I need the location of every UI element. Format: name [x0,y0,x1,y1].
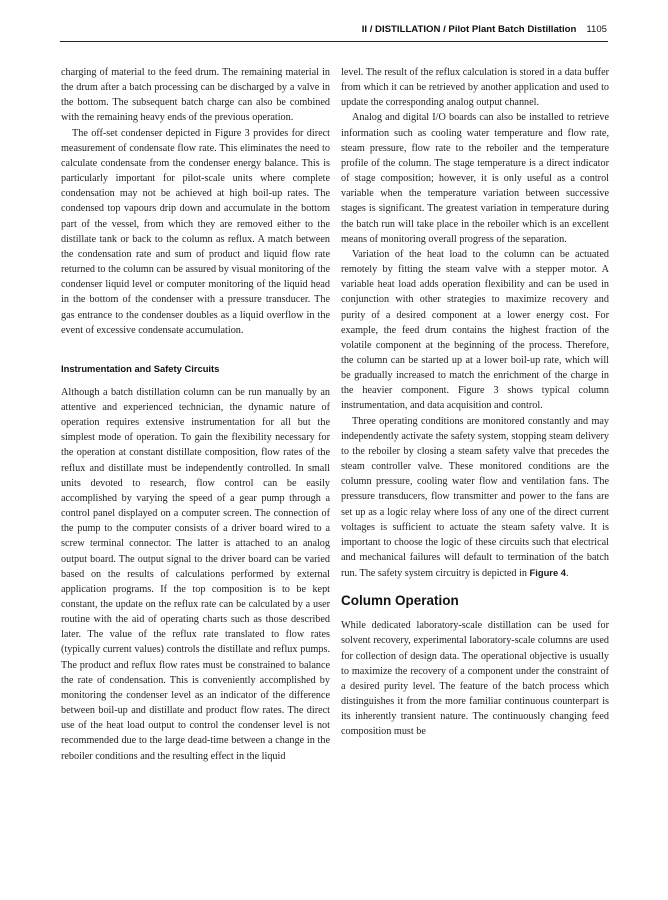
paragraph: Variation of the heat load to the column can be actuated remotely by fitting the steam valve with a stepper motor. A variable heat load adds operation flexibility and can be used in conjunction with other strategies to maximize recovery and purity of a desired component at a lower energy cost. For example, the feed drum contains the highest fraction of the volatile component at the beginning of the process. Therefore, the column can be started up at a lower boil-up rate, which will be gradually increased to match the enrichment of the charge in the heavier component. Figure 3 shows typical column instrumentation, and data acquisition and control. [341,248,609,412]
paragraph: While dedicated laboratory-scale distillation can be used for solvent recovery, experimental laboratory-scale columns are used for collection of design data. The operational objective is usually to maximize the recovery of a component under the constraint of a desired purity level. The feature of the batch process which distinguishes it from the more familiar continuous counterpart is its inherently transient nature. The continuously changing feed composition must be [341,620,609,738]
paragraph: The off-set condenser depicted in Figure 3 provides for direct measurement of condensate flow rate. This eliminates the need to calculate condensate from the condenser energy balance. This is particularly important for pilot-scale units where complete condensation may not be achieved at high boil-up rates. The condensed top vapours drip down and accumulate in the bottom part of the vessel, from which they are removed either to the distillate tank or back to the column as reflux. A match between the condensation rate and sum of product and liquid flow rate returned to the column can be assured by visual monitoring of the condenser liquid level or computer monitoring of the liquid head in the bottom of the condenser with a pressure transducer. The gas entrance to the condenser doubles as a liquid overflow in the event of excessive condensate accumulation. [61,127,330,336]
section-heading-instrumentation: Instrumentation and Safety Circuits [61,362,220,374]
paragraph: charging of material to the feed drum. The remaining material in the drum after a batch processing can be discharged by a valve in the bottom. The subsequent batch charge can also be combined with the remaining heavy ends of the previous operation. [61,67,330,124]
paragraph: Analog and digital I/O boards can also be installed to retrieve information such as cooling water temperature and flow rate, steam pressure, flow rate to the reboiler and the temperature profile of the column. The stage temperature is a direct indicator of stage composition; however, it is only useful as a control variable when the temperature variation between successive stages is significant. The greatest variation in temperature during the batch run will take place in the reboiler which is an excellent means of monitoring overall progress of the separation. [341,112,609,245]
section-heading-column-operation: Column Operation [341,593,459,609]
paragraph-end: . [565,568,569,580]
page-number: 1105 [586,24,607,35]
right-column [341,65,609,740]
header-section-title: II / DISTILLATION / Pilot Plant Batch Distillation [361,24,577,35]
paragraph-text: Three operating conditions are monitored constantly and may independently activate the safety system, stopping steam delivery to the reboiler by closing a steam safety valve that precedes the steam controller valve. These monitored conditions are the column pressure, cooling water flow and ventilation fans. The pressure transducers, flow transmitter and power to the fans are set up as a logic relay where loss of any one of the direct current voltages is sufficient to actuate the steam safety valve. It is important to choose the logic of these circuits such that electrical and mechanical failures will default to termination of the batch run. The safety system circuitry is depicted in [341,415,609,580]
left-column [61,65,330,764]
paragraph [341,414,609,582]
figure-reference[interactable]: Figure 4 [529,567,566,579]
paragraph: Although a batch distillation column can be run manually by an attentive and experienced technician, the dynamic nature of operation requires extensive instrumentation for all but the simplest mode of operation. To gain the flexibility necessary for the operation at constant distillate composition, flow rates of the reflux and distillate must be independently controlled. In small units devoted to research, flow control can be easily accomplished by varying the speed of a gear pump through a control panel displayed on a computer screen. The connection of the pump to the computer consists of a driver board wired to a screw terminal connector. The latter is attached to an analog output board. The output signal to the driver board can be varied based on the results of calculations performed by external application programs. If the top composition is to be kept constant, the update on the reflux rate can be calculated by a user routine with the aid of operating charts such as those described later. The value of the reflux rate translated to flow rates (typically current values) controls the distillate and reflux pumps. The product and reflux flow rates must be constrained to balance the rate of condensation. This is conveniently accomplished by monitoring the condenser level as an indicator of the difference between boil-up and distillate and product flow rates. The direct use of the heat load output to control the condenser level is not recommended due to the large dead-time between a change in the reboiler conditions and the resulting effect in the liquid [61,386,330,762]
running-header [0,24,607,35]
header-rule [60,41,608,42]
paragraph: level. The result of the reflux calculation is stored in a data buffer from which it can be retrieved by another application and used to update the corresponding analog output channel. [341,67,609,109]
